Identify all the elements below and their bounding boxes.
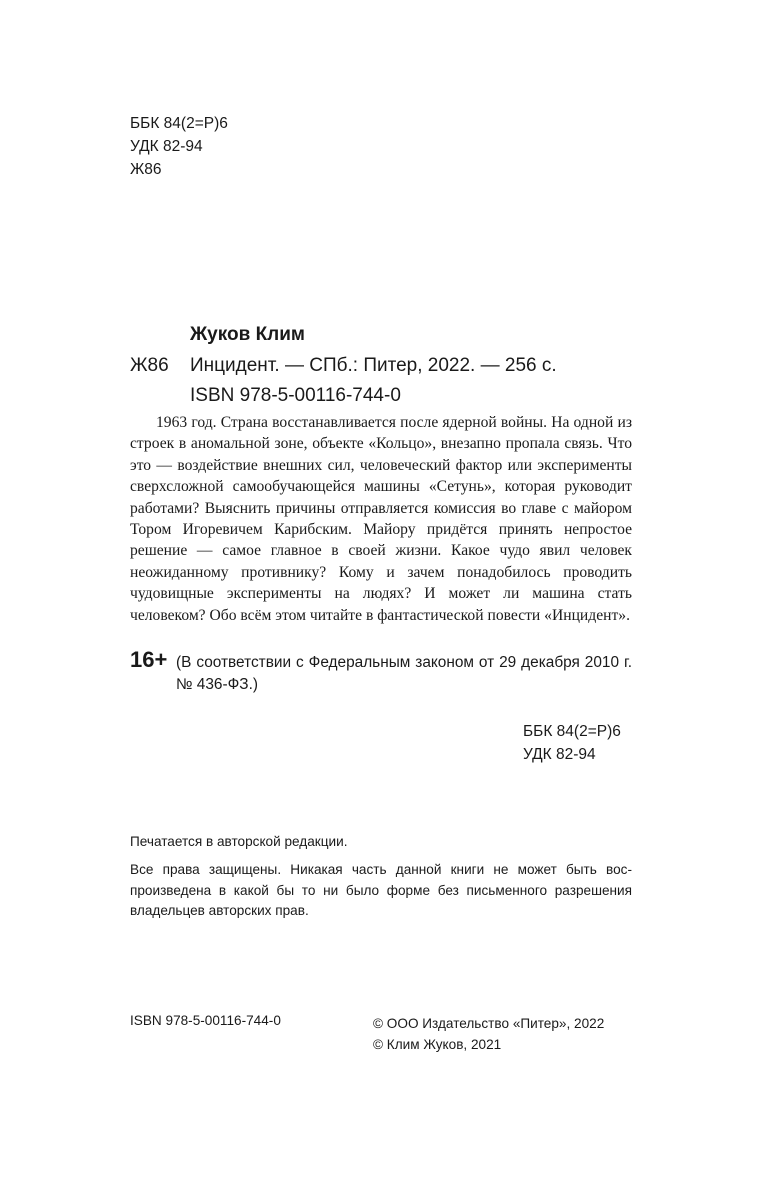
copyright-publisher: © ООО Издательство «Питер», 2022	[373, 1016, 605, 1031]
bbk-code: ББК 84(2=Р)6	[523, 723, 621, 740]
classification-codes-top	[130, 112, 228, 181]
udk-code: УДК 82-94	[130, 138, 203, 155]
isbn-footer: ISBN 978-5-00116-744-0	[130, 1013, 281, 1028]
copyright-block	[373, 1013, 604, 1055]
copyright-author: © Клим Жуков, 2021	[373, 1037, 502, 1052]
bibliographic-title-line: Инцидент. — СПб.: Питер, 2022. — 256 с.	[190, 355, 557, 376]
author-name: Жуков Клим	[190, 324, 305, 345]
udk-code: УДК 82-94	[523, 746, 596, 763]
classification-codes-bottom	[523, 720, 621, 766]
rights-notice: Все права защищены. Никакая часть данной книги не может быть воспроизведена в какой бы то ни было форме без письменного разрешения владельцев авторских прав.	[130, 862, 632, 918]
bbk-code: ББК 84(2=Р)6	[130, 115, 228, 132]
bibliographic-author-mark: Ж86	[130, 355, 169, 376]
age-rating-badge: 16+	[130, 647, 168, 672]
isbn-main: ISBN 978-5-00116-744-0	[190, 385, 401, 406]
author-mark: Ж86	[130, 161, 162, 178]
annotation-paragraph: 1963 год. Страна восстанавливается после ядерной войны. На одной из строек в аномальной зоне, объекте «Кольцо», внезапно пропала связь. Что это — воздействие внешних сил, человеческий фактор или эксперименты сверхсложной самообучающейся машины «Сетунь», которая руководит работами? Выяснить причины отправляется комиссия во главе с майором Тором Игоревичем Карибским. Майору придётся принять непростое решение — самое главное в своей жизни. Какое чудо явил человек неожиданному противнику? Кому и зачем понадобилось проводить чудовищные эксперименты на людях? И может ли машина стать человеком? Обо всём этом читайте в фантастической повести «Инцидент».	[130, 414, 632, 624]
print-note: Печатается в авторской редакции.	[130, 834, 348, 849]
age-rating-note: (В соответствии с Федеральным законом от 29 декабря 2010 г. № 436-ФЗ.)	[176, 654, 632, 693]
